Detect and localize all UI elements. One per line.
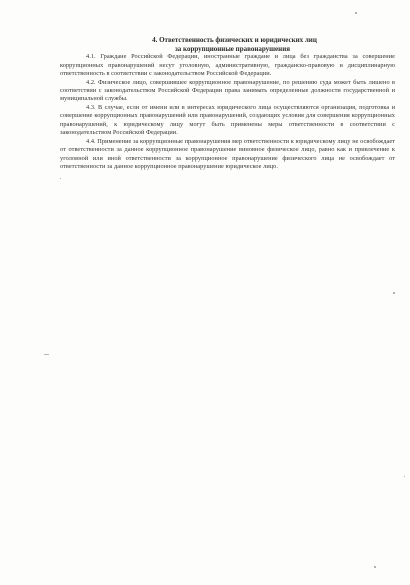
paragraph-4-1: 4.1. Граждане Российской Федерации, иностранные граждане и лица без гражданства за совершение коррупционных правонарушений несут уголовную, административную, гражданско-правовую и дисциплинарную ответственность в соответствии с законодательством Российской Федерации.: [60, 53, 395, 78]
section-title: 4. Ответственность физических и юридических лиц: [152, 36, 317, 44]
scan-mark: [44, 354, 49, 355]
paragraph-4-3: 4.3. В случае, если от имени или в интересах юридического лица осуществляются организация, подготовка и совершение коррупционных правонарушений или правонарушений, создающих условия для совершения коррупционных правонарушений, к юридическому лицу могут быть применены меры ответственности в соответствии с законодательством Российской Федерации.: [60, 103, 395, 137]
document-body: [60, 36, 395, 172]
scan-speck: [404, 476, 405, 477]
paragraph-4-4: 4.4. Применение за коррупционные правонарушения мер ответственности к юридическому лицу не освобождает от ответственности за данное коррупционное правонарушение виновное физическое лицо, равно как и привлечение к уголовной или иной ответственности за коррупционное правонарушение физического лица не освобождает от ответственности за данное коррупционное правонарушение юридическое лицо.: [60, 137, 395, 171]
paragraph-4-2: 4.2. Физическое лицо, совершившее коррупционное правонарушение, по решению суда может быть лишено в соответствии с законодательством Российской Федерации права занимать определенные должности государственной и муниципальной службы.: [60, 78, 395, 103]
scan-speck: [355, 12, 357, 14]
scan-speck: [60, 178, 61, 179]
scan-speck: [374, 566, 376, 568]
scan-speck: [393, 292, 395, 294]
section-subtitle: за коррупционные правонарушения: [174, 44, 291, 53]
